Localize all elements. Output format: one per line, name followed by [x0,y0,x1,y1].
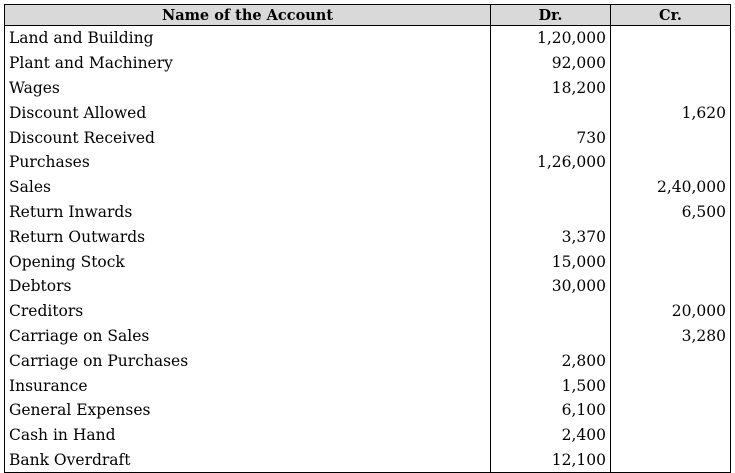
account-name-cell: Purchases [5,150,491,175]
table-row [5,274,731,299]
header-debit: Dr. [491,5,611,26]
debit-cell: 1,26,000 [491,150,611,175]
account-name-cell: Carriage on Sales [5,324,491,349]
debit-cell: 2,400 [491,423,611,448]
table-row [5,26,731,51]
debit-cell: 1,500 [491,373,611,398]
header-credit: Cr. [611,5,731,26]
table-row [5,200,731,225]
table-row [5,448,731,473]
account-name-cell: Return Outwards [5,224,491,249]
debit-cell: 2,800 [491,348,611,373]
header-account-name: Name of the Account [5,5,491,26]
account-name-cell: Opening Stock [5,249,491,274]
credit-cell: 6,500 [611,200,731,225]
debit-cell [491,299,611,324]
header-row [5,5,731,26]
credit-cell: 1,620 [611,100,731,125]
table-row [5,299,731,324]
table-row [5,423,731,448]
credit-cell [611,51,731,76]
table-header [5,5,731,26]
account-name-cell: Return Inwards [5,200,491,225]
account-name-cell: Bank Overdraft [5,448,491,473]
table-row [5,249,731,274]
credit-cell: 3,280 [611,324,731,349]
table-row [5,76,731,101]
debit-cell: 1,20,000 [491,26,611,51]
account-name-cell: Cash in Hand [5,423,491,448]
account-name-cell: Debtors [5,274,491,299]
table-row [5,373,731,398]
account-name-cell: Plant and Machinery [5,51,491,76]
credit-cell [611,76,731,101]
debit-cell: 6,100 [491,398,611,423]
debit-cell: 18,200 [491,76,611,101]
credit-cell [611,373,731,398]
debit-cell: 3,370 [491,224,611,249]
credit-cell [611,125,731,150]
debit-cell [491,200,611,225]
debit-cell: 30,000 [491,274,611,299]
debit-cell: 730 [491,125,611,150]
table-body [5,26,731,473]
debit-cell [491,175,611,200]
account-name-cell: Sales [5,175,491,200]
account-name-cell: Insurance [5,373,491,398]
account-name-cell: Creditors [5,299,491,324]
trial-balance-table [4,4,731,473]
credit-cell [611,448,731,473]
debit-cell [491,324,611,349]
account-name-cell: Discount Allowed [5,100,491,125]
credit-cell [611,348,731,373]
table-row [5,150,731,175]
debit-cell: 15,000 [491,249,611,274]
table-row [5,51,731,76]
table-row [5,348,731,373]
table-row [5,175,731,200]
credit-cell [611,249,731,274]
account-name-cell: General Expenses [5,398,491,423]
table-row [5,324,731,349]
credit-cell [611,26,731,51]
credit-cell [611,150,731,175]
account-name-cell: Discount Received [5,125,491,150]
table-row [5,100,731,125]
credit-cell [611,274,731,299]
credit-cell [611,224,731,249]
credit-cell [611,398,731,423]
account-name-cell: Wages [5,76,491,101]
account-name-cell: Land and Building [5,26,491,51]
credit-cell: 2,40,000 [611,175,731,200]
account-name-cell: Carriage on Purchases [5,348,491,373]
debit-cell [491,100,611,125]
debit-cell: 12,100 [491,448,611,473]
table-row [5,398,731,423]
debit-cell: 92,000 [491,51,611,76]
credit-cell: 20,000 [611,299,731,324]
credit-cell [611,423,731,448]
table-row [5,125,731,150]
table-row [5,224,731,249]
